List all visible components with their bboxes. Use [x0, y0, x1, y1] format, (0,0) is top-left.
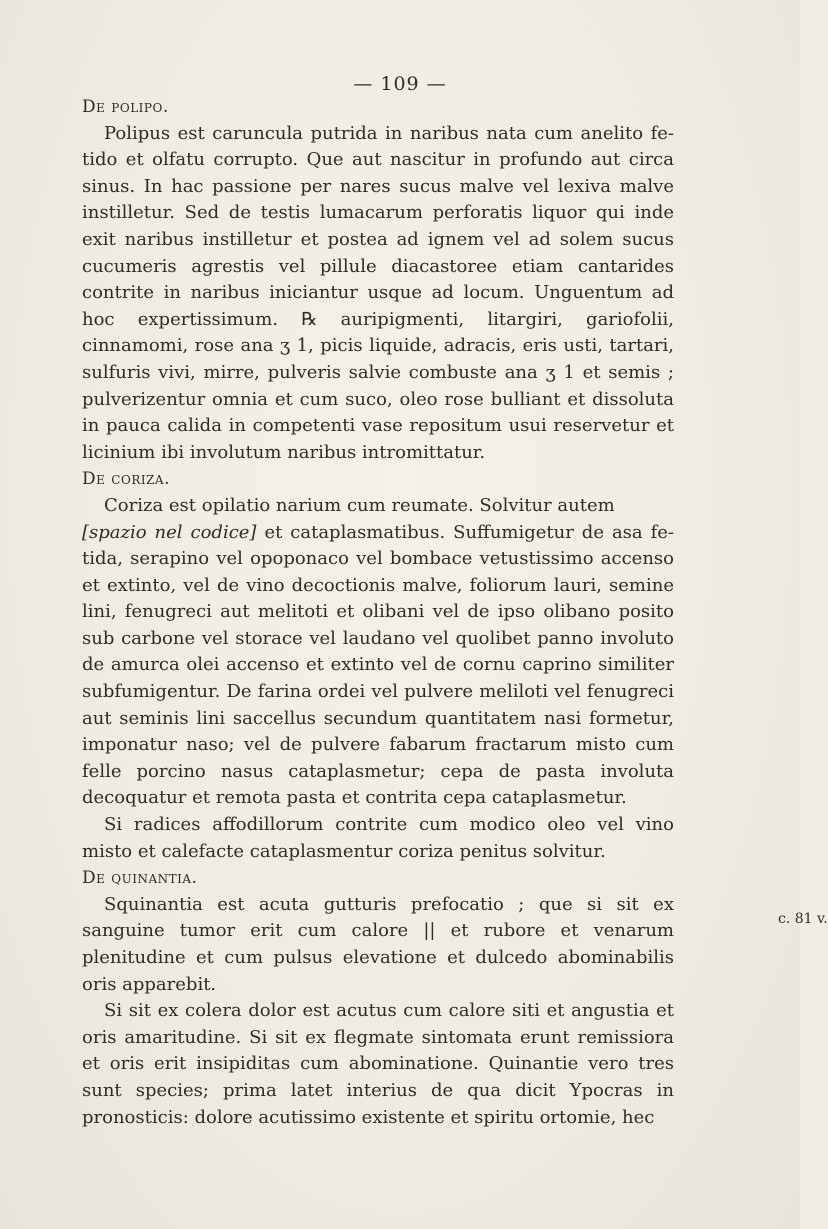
section-heading-polipo: De polipo.	[82, 97, 169, 117]
paragraph-coriza-1	[82, 493, 674, 812]
paragraph-polipo: Polipus est caruncula putrida in naribus nata cum anelito fetido et olfatu corrupto. Que aut nascitur in profundo aut circa sinus. In hac passione per nares sucus malve vel lexiva malve instilletur. Sed de testis lumacarum perforatis liquor qui inde exit naribus instilletur et postea ad ignem vel ad solem sucus cucumeris agrestis vel pillule diacastoree etiam cantarides contrite in naribus iniciantur usque ad locum. Unguentum ad hoc expertissimum. ℞ auripigmenti, litargiri, gariofolii, cinnamomi, rose ana ʒ 1, picis liquide, adracis, eris usti, tartari, sulfuris vivi, mirre, pulveris salvie combuste ana ʒ 1 et semis ; pulverizentur omnia et cum suco, oleo rose bulliant et dissoluta in pauca calida in competenti vase repositum usui reservetur et licinium ibi involutum naribus intromittatur.	[82, 122, 674, 463]
paragraph-coriza-2: Si radices affodillorum contrite cum modico oleo vel vino misto et calefacte cataplasmentur coriza penitus solvitur.	[82, 814, 674, 862]
paragraph-coriza-1-start: Coriza est opilatio narium cum reumate. Solvitur autem	[104, 494, 615, 516]
section-heading-quinantia: De quinantia.	[82, 868, 198, 889]
page-number: — 109 —	[353, 73, 447, 95]
paragraph-quinantia-2: Si sit ex colera dolor est acutus cum calore siti et angustia et oris amaritudine. Si sit ex flegmate sintomata erunt remissiora et oris erit insipiditas cum abominatione. Quinantie vero tres sunt species; prima latet interius de qua dicit Ypocras in pronosticis: dolore acutissimo existente et spiritu ortomie, hec	[82, 1000, 674, 1128]
editorial-note: [spazio nel codice]	[82, 521, 257, 543]
text-body	[82, 94, 674, 1131]
margin-folio-note: c. 81 v.	[778, 911, 828, 927]
paragraph-coriza-1-rest: et cataplasmatibus. Suffumigetur de asa fetida, serapino vel opoponaco vel bombace vetustissimo accenso et extinto, vel de vino decoctionis malve, foliorum lauri, semine lini, fenugreci aut melitoti et olibani vel de ipso olibano posito sub carbone vel storace vel laudano vel quolibet panno involuto de amurca olei accenso et extinto vel de cornu caprino similiter subfumigentur. De farina ordei vel pulvere meliloti vel fenugreci aut seminis lini saccellus secundum quantitatem nasi formetur, imponatur naso; vel de pulvere fabarum fractarum misto cum felle porcino nasus cataplasmetur; cepa de pasta involuta decoquatur et remota pasta et contrita cepa cataplasmetur.	[82, 521, 675, 809]
paragraph-quinantia-1: Squinantia est acuta gutturis prefocatio ; que si sit ex sanguine tumor erit cum calore || et rubore et venarum plenitudine et cum pulsus elevatione et dulcedo abominabilis oris apparebit.	[82, 893, 674, 995]
section-heading-coriza: De coriza.	[82, 469, 170, 490]
